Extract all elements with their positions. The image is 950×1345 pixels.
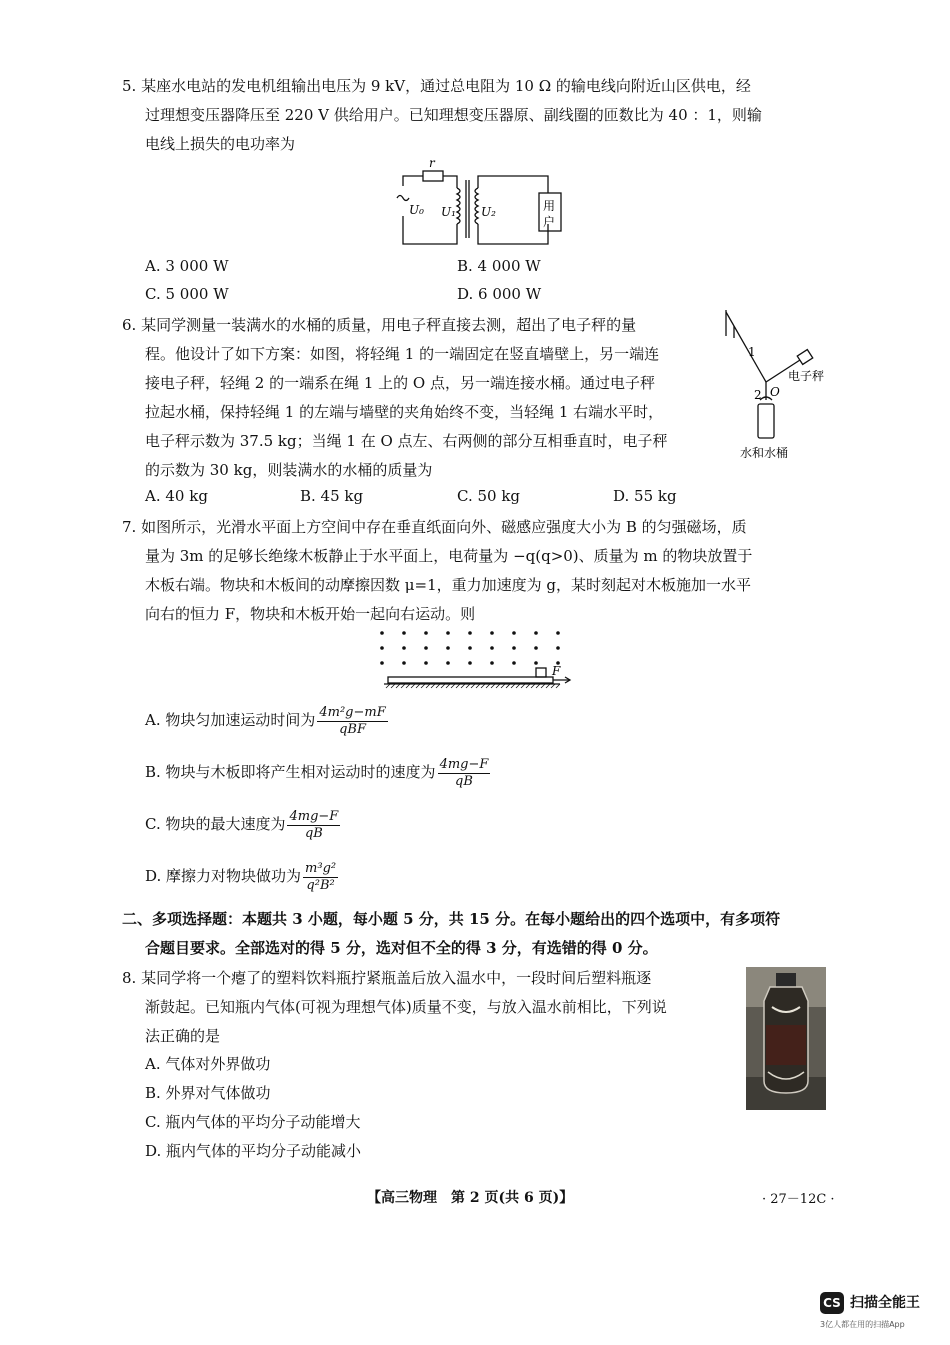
rope-scale-diagram <box>720 308 840 463</box>
point-o-label: O <box>770 385 780 399</box>
q7-option-c-text: C. 物块的最大速度为 <box>145 815 286 833</box>
field-dot <box>380 646 384 650</box>
q7-line-2: 量为 3m 的足够长绝缘木板静止于水平面上，电荷量为 −q(q>0)、质量为 m 的物块放置于 <box>145 547 753 565</box>
q6-line-2: 程。他设计了如下方案：如图，将轻绳 1 的一端固定在竖直墙壁上，另一端连 <box>145 345 660 363</box>
q7-option-c-fraction: $\frac{4mg-F}{qB}$ <box>289 808 339 841</box>
q8-line-2: 渐鼓起。已知瓶内气体(可视为理想气体)质量不变，与放入温水前相比，下列说 <box>145 998 667 1016</box>
field-dot <box>534 646 538 650</box>
user-label-1: 用 <box>543 199 556 213</box>
section-2-line-1: 二、多项选择题：本题共 3 小题，每小题 5 分，共 15 分。在每小题给出的四个选项中，有多项符 <box>122 910 781 928</box>
q5-option-d: D. 6 000 W <box>457 285 542 303</box>
field-dot <box>424 661 428 665</box>
q6-option-d: D. 55 kg <box>613 487 677 505</box>
field-dot <box>534 631 538 635</box>
q7-line-1: 7. 如图所示，光滑水平面上方空间中存在垂直纸面向外、磁感应强度大小为 B 的匀强磁场，质 <box>122 518 747 536</box>
rope-1-label: 1 <box>748 345 756 359</box>
q7-option-b-fraction: $\frac{4mg-F}{qB}$ <box>439 756 489 789</box>
q5-option-c: C. 5 000 W <box>145 285 229 303</box>
section-2-line-2: 合题目要求。全部选对的得 5 分，选对但不全的得 3 分，有选错的得 0 分。 <box>145 939 658 957</box>
force-f-label: F <box>552 664 561 678</box>
field-dot <box>446 646 450 650</box>
q7-option-d <box>145 856 338 896</box>
magnetic-field-board-diagram <box>370 625 585 695</box>
q6-line-6: 的示数为 30 kg，则装满水的水桶的质量为 <box>145 461 433 479</box>
q7-option-a-text: A. 物块匀加速运动时间为 <box>145 711 316 729</box>
r-label: r <box>429 158 435 170</box>
q7-option-a-fraction: $\frac{\text{4m²g−mF}}{\text{qBF}}$ <box>319 704 386 737</box>
field-dot <box>424 646 428 650</box>
field-dot <box>512 661 516 665</box>
field-dot <box>380 661 384 665</box>
field-dot <box>490 631 494 635</box>
field-dot <box>424 631 428 635</box>
q6-line-4: 拉起水桶，保持轻绳 1 的左端与墙壁的夹角始终不变，当轻绳 1 右端水平时， <box>145 403 664 421</box>
u2-label: U₂ <box>481 205 496 219</box>
q5-line-2: 过理想变压器降压至 220 V 供给用户。已知理想变压器原、副线圈的匝数比为 40 ：1，则输 <box>145 106 762 124</box>
u1-label: U₁ <box>441 205 456 219</box>
q7-option-b <box>145 752 490 792</box>
field-dot <box>402 631 406 635</box>
q7-option-a <box>145 700 388 740</box>
watermark-name: 扫描全能王 <box>850 1295 920 1311</box>
field-dot <box>446 631 450 635</box>
field-dot <box>490 646 494 650</box>
field-dot <box>512 646 516 650</box>
q6-line-5: 电子秤示数为 37.5 kg；当绳 1 在 O 点左、右两侧的部分互相垂直时，电子秤 <box>145 432 668 450</box>
q6-line-3: 接电子秤，轻绳 2 的一端系在绳 1 上的 O 点，另一端连接水桶。通过电子秤 <box>145 374 655 392</box>
field-dot <box>556 631 560 635</box>
field-dot <box>556 646 560 650</box>
q8-option-a: A. 气体对外界做功 <box>145 1055 271 1073</box>
q7-line-3: 木板右端。物块和木板间的动摩擦因数 μ=1，重力加速度为 g，某时刻起对木板施加一水平 <box>145 576 752 594</box>
field-dot <box>490 661 494 665</box>
q7-option-b-text: B. 物块与木板即将产生相对运动时的速度为 <box>145 763 436 781</box>
q8-line-1: 8. 某同学将一个瘪了的塑料饮料瓶拧紧瓶盖后放入温水中，一段时间后塑料瓶逐 <box>122 969 652 987</box>
watermark-sub: 3亿人都在用的扫描App <box>820 1320 905 1329</box>
q7-line-4: 向右的恒力 F，物块和木板开始一起向右运动。则 <box>145 605 476 623</box>
q8-option-d: D. 瓶内气体的平均分子动能减小 <box>145 1142 362 1160</box>
bottle-photo <box>746 967 826 1110</box>
transformer-circuit-diagram <box>385 158 570 250</box>
q5-line-3: 电线上损失的电功率为 <box>145 135 296 153</box>
page-footer: 【高三物理 第 2 页(共 6 页)】 <box>367 1190 574 1206</box>
q7-option-d-text: D. 摩擦力对物块做功为 <box>145 867 302 885</box>
user-label-2: 户 <box>543 215 556 229</box>
q6-option-b: B. 45 kg <box>300 487 364 505</box>
q8-option-c: C. 瓶内气体的平均分子动能增大 <box>145 1113 361 1131</box>
field-dot <box>380 631 384 635</box>
field-dot <box>402 661 406 665</box>
q5-line-1: 5. 某座水电站的发电机组输出电压为 9 kV，通过总电阻为 10 Ω 的输电线向附近山区供电，经 <box>122 77 751 95</box>
q5-option-b: B. 4 000 W <box>457 257 541 275</box>
scale-label: 电子秤 <box>788 369 825 383</box>
field-dot <box>468 631 472 635</box>
q7-option-d-fraction: $\frac{\text{m³g²}}{\text{q²B²}}$ <box>305 860 337 893</box>
field-dot <box>468 646 472 650</box>
q7-option-c <box>145 804 340 844</box>
q8-option-b: B. 外界对气体做功 <box>145 1084 271 1102</box>
q6-line-1: 6. 某同学测量一装满水的水桶的质量，用电子秤直接去测，超出了电子秤的量 <box>122 316 637 334</box>
camscanner-logo: CS <box>820 1292 844 1314</box>
field-dot <box>512 631 516 635</box>
field-dot <box>446 661 450 665</box>
q5-option-a: A. 3 000 W <box>145 257 229 275</box>
u0-label: U₀ <box>409 203 424 217</box>
bucket-label: 水和水桶 <box>740 446 789 460</box>
field-dot <box>468 661 472 665</box>
q6-option-c: C. 50 kg <box>457 487 521 505</box>
field-dot <box>534 661 538 665</box>
exam-code: · 27－12C · <box>762 1192 835 1207</box>
q8-line-3: 法正确的是 <box>145 1027 221 1045</box>
q6-option-a: A. 40 kg <box>145 487 208 505</box>
rope-2-label: 2 <box>754 388 762 402</box>
field-dot <box>402 646 406 650</box>
